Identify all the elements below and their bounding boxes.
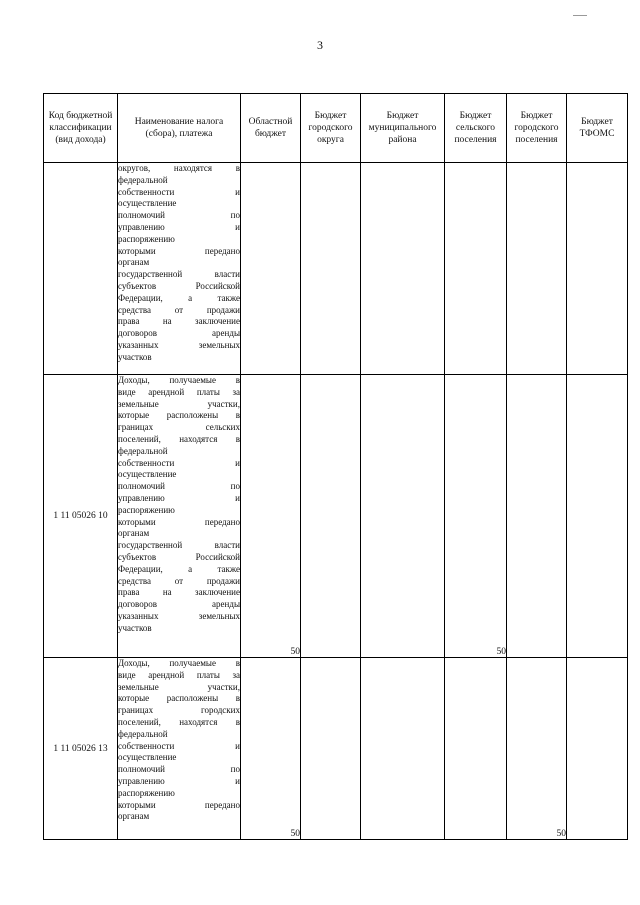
row-name-line: полномочий по [118, 764, 240, 775]
row-name-line: земельные участки, [118, 398, 240, 409]
cell-tfoms [567, 658, 628, 840]
cell-city-district [301, 658, 361, 840]
row-code: 1 11 05026 13 [44, 658, 118, 840]
row-name-line: виде арендной платы за [118, 669, 240, 680]
row-name-line: государственной власти [118, 540, 240, 551]
row-name-line: федеральной [118, 728, 168, 739]
header-code: Код бюджетной классификации (вид дохода) [44, 94, 118, 163]
header-tfoms: Бюджет ТФОМС [567, 94, 628, 163]
row-name-line: управлению и [118, 221, 240, 232]
row-name-line: указанных земельных [118, 610, 240, 621]
row-name-line: государственной власти [118, 269, 240, 280]
row-name-line: осуществление [118, 198, 177, 209]
cell-rural-settlement: 50 [445, 375, 507, 658]
row-name-line: границах городских [118, 705, 240, 716]
row-name [118, 375, 241, 658]
row-name-line: полномочий по [118, 210, 240, 221]
table-row [44, 375, 628, 658]
row-name-line: собственности и [118, 740, 240, 751]
cell-rural-settlement [445, 658, 507, 840]
page-number: 3 [317, 38, 323, 52]
cell-municipal-district [361, 163, 445, 375]
cell-urban-settlement [507, 375, 567, 658]
budget-table [43, 93, 628, 840]
header-urban-settlement: Бюджет городского поселения [507, 94, 567, 163]
row-name-line: органам [118, 811, 150, 822]
row-name-line: осуществление [118, 752, 177, 763]
header-name: Наименование налога (сбора), платежа [118, 94, 241, 163]
row-name-line: права на заключение [118, 587, 240, 598]
row-name-line: границах сельских [118, 422, 240, 433]
row-name-line: Федерации, а также [118, 563, 240, 574]
row-name-line: указанных земельных [118, 339, 240, 350]
scan-mark [573, 15, 587, 16]
table-row [44, 163, 628, 375]
cell-tfoms [567, 375, 628, 658]
row-name-line: распоряжению [118, 787, 175, 798]
row-name-line: федеральной [118, 174, 168, 185]
row-name-line: органам [118, 257, 150, 268]
row-name [118, 163, 241, 375]
row-name-line: земельные участки, [118, 681, 240, 692]
row-name-line: Доходы, получаемые в [118, 658, 240, 668]
row-name-line: которыми передано [118, 245, 240, 256]
row-name-line: договоров аренды [118, 328, 240, 339]
cell-regional: 50 [241, 375, 301, 658]
row-name-line: распоряжению [118, 504, 175, 515]
header-rural-settlement: Бюджет сельского поселения [445, 94, 507, 163]
row-name-line: которые расположены в [118, 693, 240, 704]
header-municipal-district: Бюджет муниципального района [361, 94, 445, 163]
cell-city-district [301, 163, 361, 375]
row-name-line: Доходы, получаемые в [118, 375, 240, 385]
header-regional: Областной бюджет [241, 94, 301, 163]
row-name-line: распоряжению [118, 233, 175, 244]
cell-rural-settlement [445, 163, 507, 375]
row-name-line: управлению и [118, 775, 240, 786]
row-name-line: участков [118, 622, 152, 633]
cell-regional [241, 163, 301, 375]
row-name-line: осуществление [118, 469, 177, 480]
header-city-district: Бюджет городского округа [301, 94, 361, 163]
table-row [44, 658, 628, 840]
row-name-line: поселений, находятся в [118, 716, 240, 727]
row-name-line: управлению и [118, 492, 240, 503]
row-name-line: поселений, находятся в [118, 433, 240, 444]
row-name-line: которыми передано [118, 799, 240, 810]
row-name-line: виде арендной платы за [118, 386, 240, 397]
row-name-line: округов, находятся в [118, 163, 240, 173]
cell-municipal-district [361, 658, 445, 840]
row-name-line: федеральной [118, 445, 168, 456]
row-name-line: средства от продажи [118, 575, 240, 586]
cell-municipal-district [361, 375, 445, 658]
row-name-line: собственности и [118, 457, 240, 468]
cell-tfoms [567, 163, 628, 375]
cell-urban-settlement: 50 [507, 658, 567, 840]
row-name-line: субъектов Российской [118, 551, 240, 562]
cell-urban-settlement [507, 163, 567, 375]
row-name-line: права на заключение [118, 316, 240, 327]
row-name-line: субъектов Российской [118, 280, 240, 291]
row-name [118, 658, 241, 840]
row-name-line: средства от продажи [118, 304, 240, 315]
cell-regional: 50 [241, 658, 301, 840]
row-code: 1 11 05026 10 [44, 375, 118, 658]
row-name-line: Федерации, а также [118, 292, 240, 303]
row-name-line: участков [118, 351, 152, 362]
row-name-line: собственности и [118, 186, 240, 197]
row-name-line: которыми передано [118, 516, 240, 527]
row-name-line: органам [118, 528, 150, 539]
row-name-line: полномочий по [118, 481, 240, 492]
table-header-row [44, 94, 628, 163]
cell-city-district [301, 375, 361, 658]
row-name-line: договоров аренды [118, 599, 240, 610]
row-name-line: которые расположены в [118, 410, 240, 421]
row-code [44, 163, 118, 375]
